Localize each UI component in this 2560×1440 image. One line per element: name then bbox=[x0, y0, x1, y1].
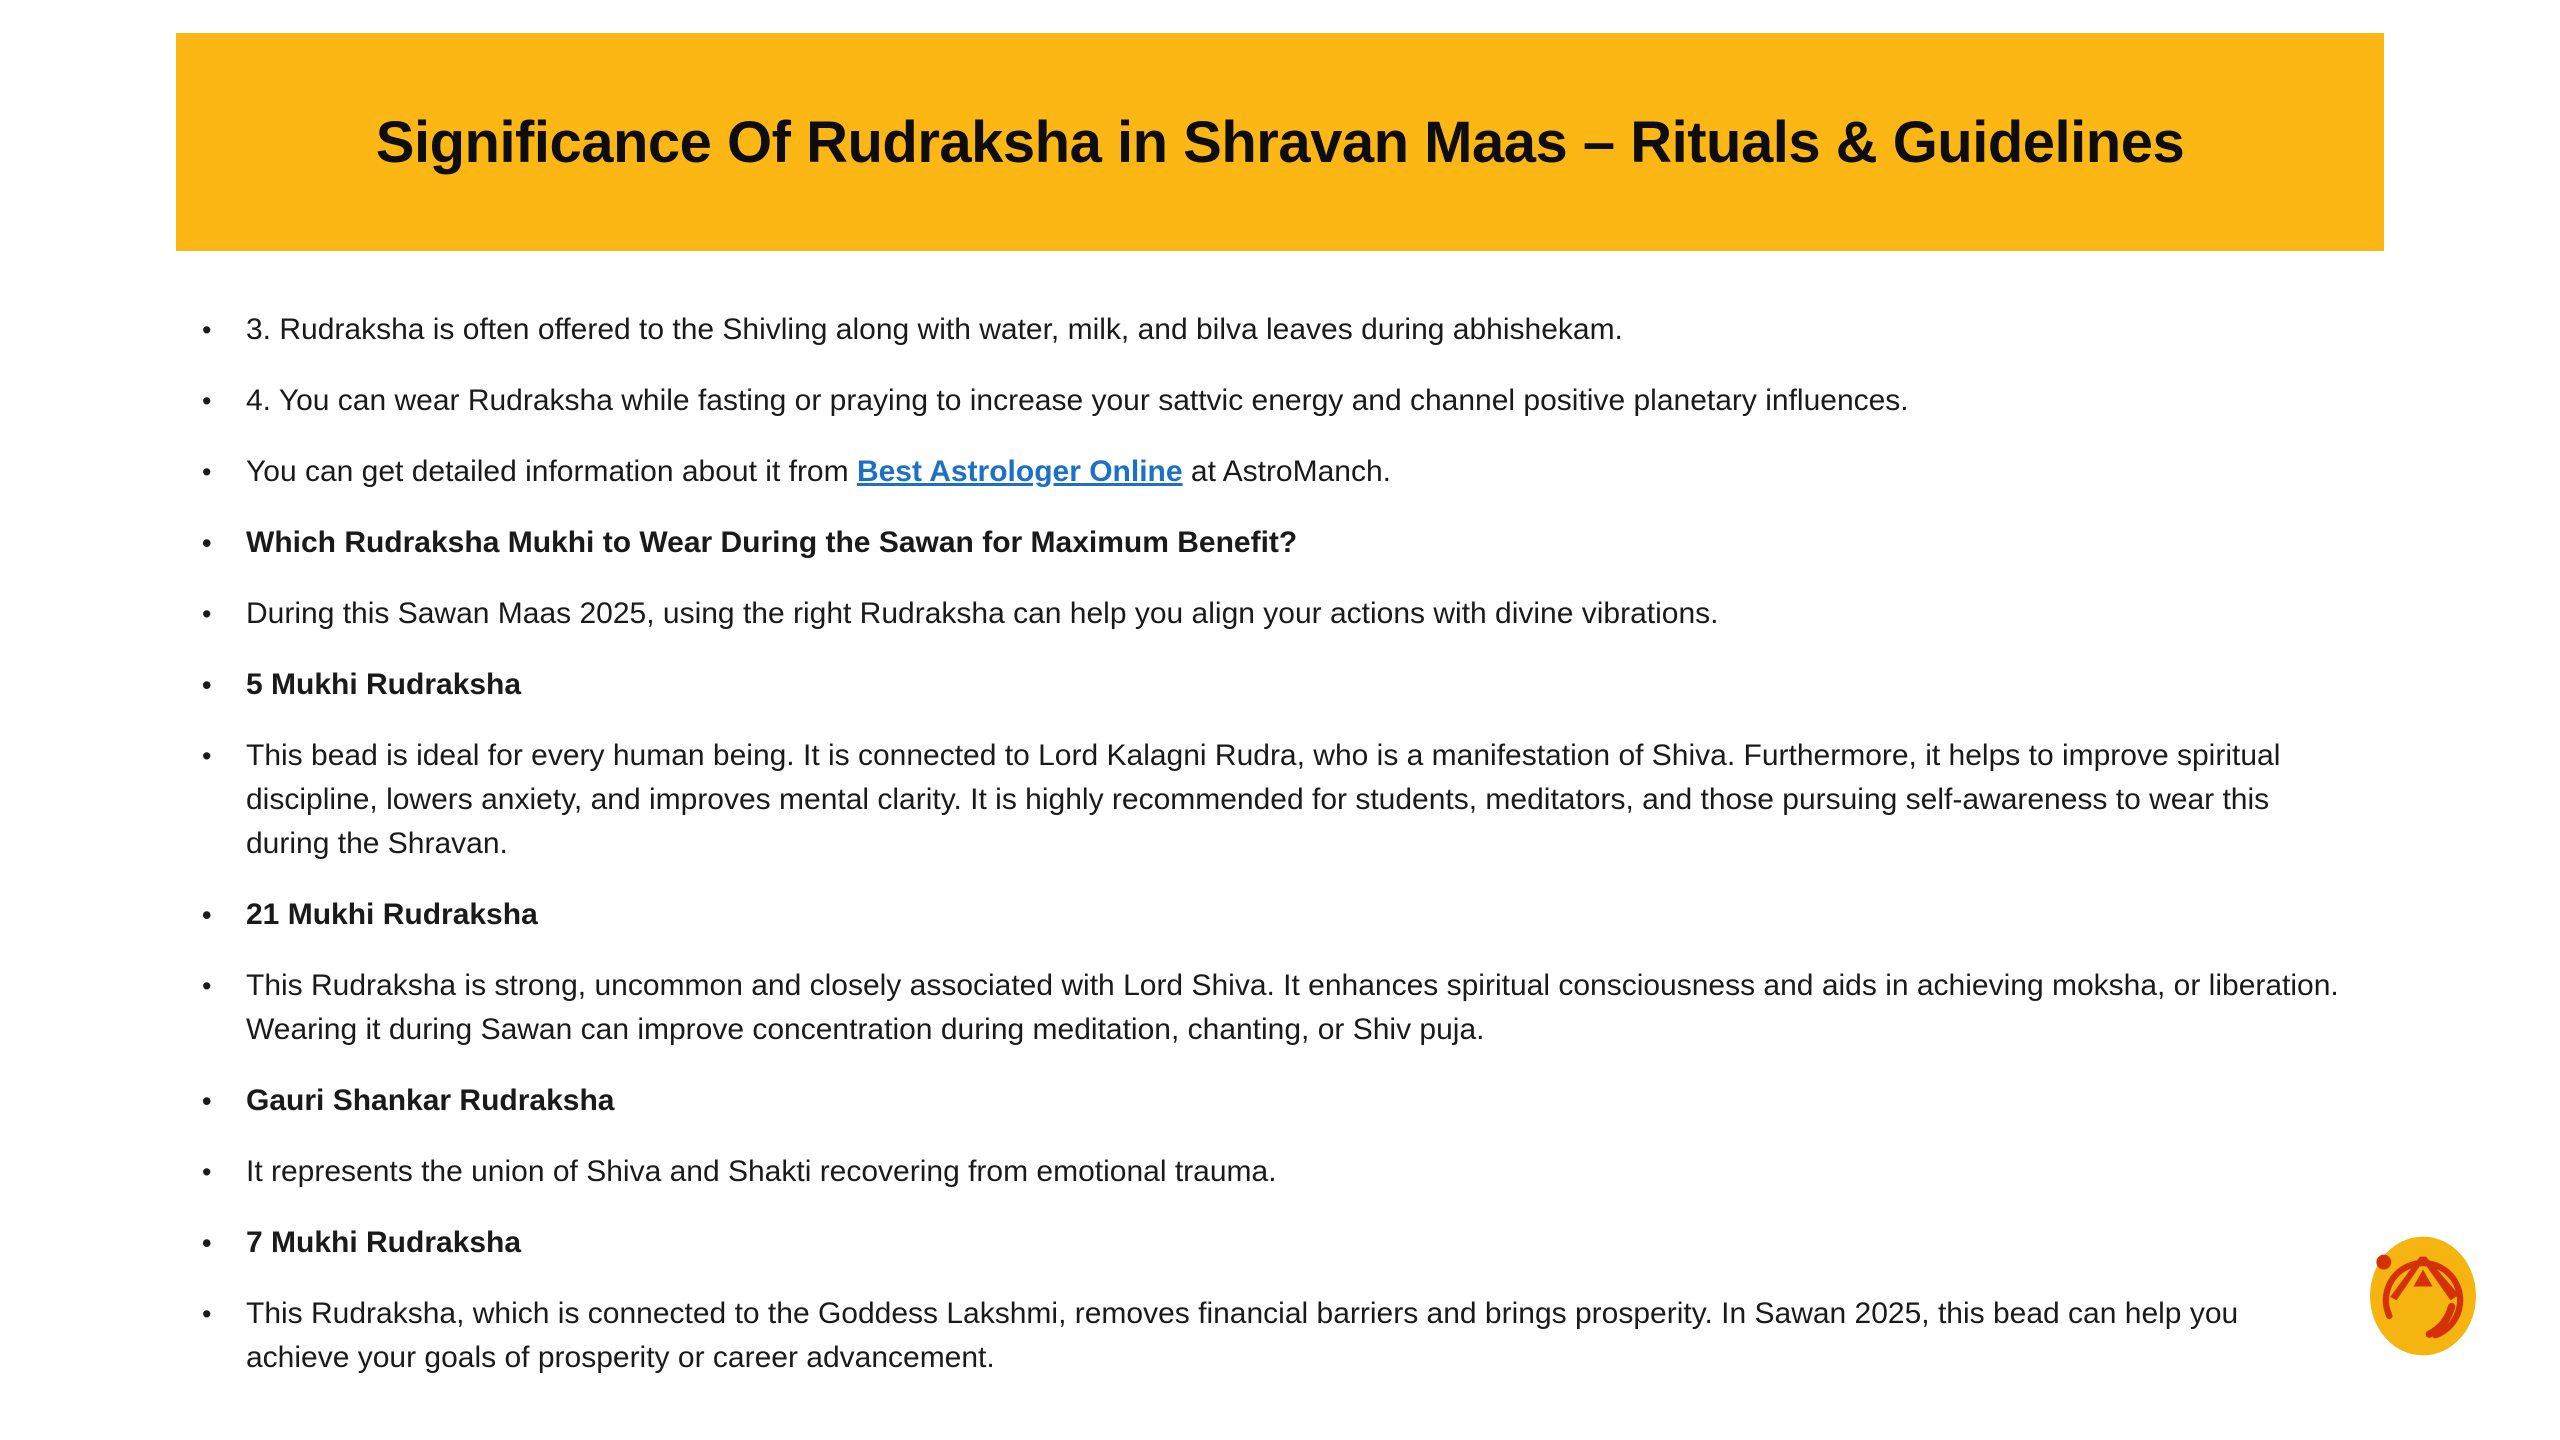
bullet-item-heading: • Gauri Shankar Rudraksha bbox=[200, 1079, 2340, 1123]
bullet-item-heading: • Which Rudraksha Mukhi to Wear During the Sawan for Maximum Benefit? bbox=[200, 521, 2340, 565]
bullet-item-heading: • 5 Mukhi Rudraksha bbox=[200, 663, 2340, 707]
bullet-item bbox=[200, 450, 2340, 494]
bullet-text-segment: You can get detailed information about it from bbox=[246, 455, 857, 488]
slide-title: Significance Of Rudraksha in Shravan Maas – Rituals & Guidelines bbox=[375, 109, 2185, 175]
bullet-item: • 4. You can wear Rudraksha while fasting or praying to increase your sattvic energy and channel positive planetary influences. bbox=[200, 379, 2340, 423]
bullet-item: • 3. Rudraksha is often offered to the Shivling along with water, milk, and bilva leaves during abhishekam. bbox=[200, 308, 2340, 352]
bullet-item-heading: • 21 Mukhi Rudraksha bbox=[200, 893, 2340, 937]
bullet-text-segment: at AstroManch. bbox=[1182, 455, 1391, 488]
bullet-item: • This bead is ideal for every human being. It is connected to Lord Kalagni Rudra, who is a manifestation of Shiva. Furthermore, it helps to improve spiritual discipline, lowers anxiety, and improves mental clarity. It is highly recommended for students, meditators, and those pursuing self-awareness to wear this during the Shravan. bbox=[200, 734, 2340, 866]
bullet-item: • During this Sawan Maas 2025, using the right Rudraksha can help you align your actions with divine vibrations. bbox=[200, 592, 2340, 636]
astromanch-logo-icon bbox=[2370, 1236, 2476, 1356]
bullet-item-heading: • 7 Mukhi Rudraksha bbox=[200, 1221, 2340, 1265]
title-banner bbox=[176, 33, 2384, 251]
best-astrologer-online-link[interactable]: Best Astrologer Online bbox=[856, 455, 1183, 488]
astromanch-logo bbox=[2370, 1236, 2476, 1356]
bullet-item: • It represents the union of Shiva and Shakti recovering from emotional trauma. bbox=[200, 1150, 2340, 1194]
bullet-item: • This Rudraksha, which is connected to the Goddess Lakshmi, removes financial barriers and brings prosperity. In Sawan 2025, this bead can help you achieve your goals of prosperity or career advancement. bbox=[200, 1292, 2340, 1380]
bullet-item: • This Rudraksha is strong, uncommon and closely associated with Lord Shiva. It enhances spiritual consciousness and aids in achieving moksha, or liberation. Wearing it during Sawan can improve concentration during meditation, chanting, or Shiv puja. bbox=[200, 964, 2340, 1052]
bullet-list bbox=[200, 308, 2340, 1407]
